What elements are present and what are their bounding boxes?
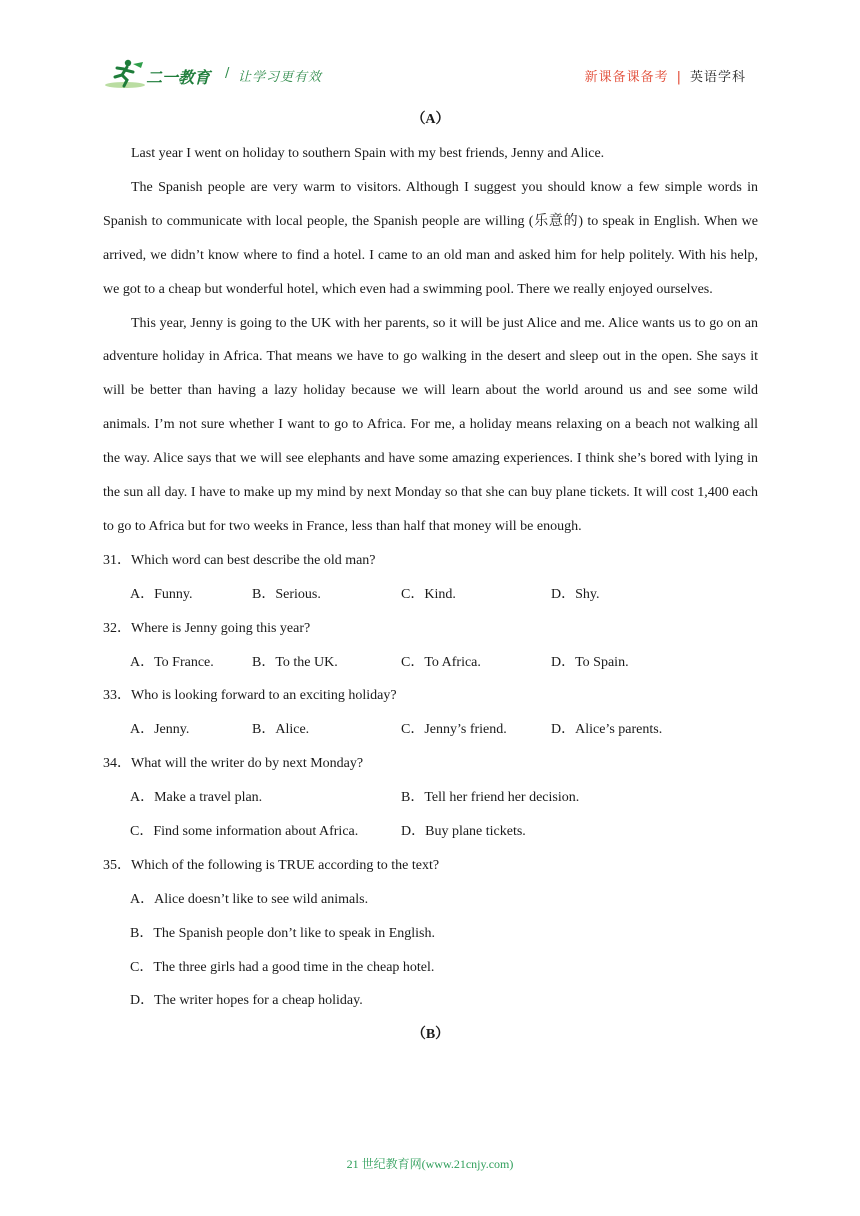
question-34: 34．What will the writer do by next Monday? xyxy=(103,756,364,772)
slogan-separator: / xyxy=(225,66,230,81)
question-32-options xyxy=(103,646,758,680)
option-c: C．The three girls had a good time in the cheap hotel. xyxy=(130,959,435,975)
subject-label: 英语学科 xyxy=(689,70,746,85)
slogan: 让学习更有效 xyxy=(238,70,323,85)
header-separator: | xyxy=(676,70,682,85)
passage-paragraph: This year, Jenny is going to the UK with her parents, so it will be just Alice and me. Alice wants us to go on an adventure holiday in Africa. That means we have to go walking in the desert and sleep out in the open. She says it will be better than having a lazy holiday because we will learn about the world around us and see some wild animals. I’m not sure whether I want to go to Africa. For me, a holiday means relaxing on a beach not walking all the way. Alice says that we will see elephants and have some amazing experiences. I think she’s bored with lying in the sun all day. I have to make up my mind by next Monday so that she can buy plane tickets. It will cost 1,400 each to go to Africa but for two weeks in France, less than half that money will be enough. xyxy=(103,315,758,534)
passage-b-title: （B） xyxy=(411,1027,450,1043)
question-32: 32．Where is Jenny going this year? xyxy=(103,620,311,636)
option-d: D．Buy plane tickets. xyxy=(401,824,526,839)
option-a: A．Alice doesn’t like to see wild animals. xyxy=(130,891,369,907)
option-c: C．Kind. xyxy=(401,586,456,602)
course-label: 新课备课备考 xyxy=(584,70,669,85)
header-right xyxy=(585,66,746,85)
question-31-options xyxy=(103,578,758,612)
option-c: C．To Africa. xyxy=(401,654,481,670)
option-a: A．Make a travel plan. xyxy=(130,790,263,806)
option-c: C．Jenny’s friend. xyxy=(401,722,507,738)
option-b: B．Alice. xyxy=(252,722,310,738)
question-34-options-row2 xyxy=(103,815,758,849)
option-b: B．Serious. xyxy=(252,586,321,602)
logo-runner-icon xyxy=(103,58,147,90)
question-33-options xyxy=(103,713,758,747)
option-c: C．Find some information about Africa. xyxy=(130,824,359,839)
option-d: D．Shy. xyxy=(551,586,600,602)
option-b: B．The Spanish people don’t like to speak in English. xyxy=(130,925,435,941)
passage-a-title: （A） xyxy=(411,112,450,127)
option-a: A．Jenny. xyxy=(130,722,190,738)
option-a: A．Funny. xyxy=(130,586,193,602)
question-35: 35．Which of the following is TRUE according to the text? xyxy=(103,857,440,873)
page-header xyxy=(0,0,860,100)
passage-paragraph: The Spanish people are very warm to visitors. Although I suggest you should know a few simple words in Spanish to communicate with local people, the Spanish people are willing (乐意的) to speak in English. When we arrived, we didn’t know where to find a hotel. I came to an old man and asked him for help politely. With his help, we got to a cheap but wonderful hotel, which even had a swimming pool. There we really enjoyed ourselves. xyxy=(103,179,758,297)
option-a: A．To France. xyxy=(130,654,214,670)
document-body xyxy=(103,103,758,1052)
question-33: 33．Who is looking forward to an exciting holiday? xyxy=(103,688,397,704)
page-footer: 21 世纪教育网(www.21cnjy.com) xyxy=(346,1157,514,1171)
option-d: D．To Spain. xyxy=(551,654,629,670)
question-31: 31．Which word can best describe the old man? xyxy=(103,552,376,568)
option-d: D．The writer hopes for a cheap holiday. xyxy=(130,993,363,1009)
passage-paragraph: Last year I went on holiday to southern Spain with my best friends, Jenny and Alice. xyxy=(131,146,605,161)
logo-text: 二一教育 xyxy=(146,68,211,87)
question-34-options-row1 xyxy=(103,781,758,815)
option-b: B．To the UK. xyxy=(252,654,338,670)
option-b: B．Tell her friend her decision. xyxy=(401,790,580,806)
option-d: D．Alice’s parents. xyxy=(551,722,663,738)
